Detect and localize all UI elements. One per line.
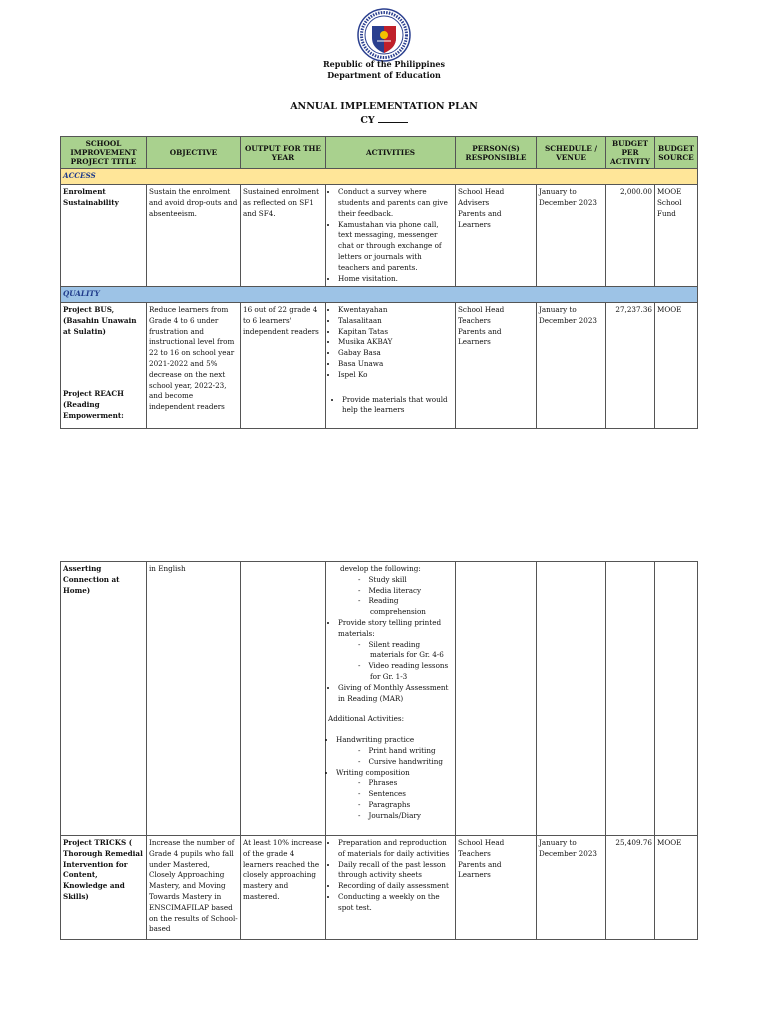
- output: At least 10% increase of the grade 4 learners reached the closely approaching mastery and mastered.: [241, 836, 326, 940]
- table-row: [61, 836, 698, 940]
- persons-responsible: School Head Teachers Parents and Learners: [456, 836, 537, 940]
- activity-subitem: - Paragraphs: [370, 800, 453, 811]
- column-header: SCHEDULE / VENUE: [537, 137, 606, 169]
- section-label: QUALITY: [61, 287, 698, 303]
- objective: Reduce learners from Grade 4 to 6 under frustration and instructional level from 22 to 16 on school year 2021-2022 and 5% decrease on the next school year, 2022-23, and become independent readers: [147, 303, 241, 429]
- document-title: ANNUAL IMPLEMENTATION PLAN: [290, 101, 478, 112]
- activity-item: • Giving of Monthly Assessment in Reading (MAR): [338, 683, 453, 705]
- activity-item: • Provide story telling printed materials:: [338, 618, 453, 640]
- column-header: SCHOOL IMPROVEMENT PROJECT TITLE: [61, 137, 147, 169]
- activity-item: • Conduct a survey where students and parents can give their feedback.: [338, 187, 453, 219]
- activity-item: • Recording of daily assessment: [338, 881, 453, 892]
- budget-source: [655, 562, 698, 836]
- activities: develop the following: - Study skill - Media literacy - Reading comprehension • Provide story telling printed materials: - Silent reading materials for Gr. 4-6 - Video reading lessons for Gr. 1-3 • Giving of Monthly Assessment in Reading (MAR) Additional Activities: • Handwriting practice - Print hand writing - Cursive handwriting • Writing composition - Phrases - Sentences - Paragraphs - Journals/Diary: [326, 562, 456, 836]
- activity-subitem: - Sentences: [370, 789, 453, 800]
- schedule: January to December 2023: [537, 836, 606, 940]
- objective: Increase the number of Grade 4 pupils who fall under Mastered, Closely Approaching Mastery, and Moving Towards Mastery in ENSCIMAFILAP based on the results of School-based: [147, 836, 241, 940]
- output: 16 out of 22 grade 4 to 6 learners' independent readers: [241, 303, 326, 429]
- table-row: [61, 303, 698, 429]
- persons-responsible: School Head Advisers Parents and Learners: [456, 185, 537, 287]
- activity-item: • Ispel Ko: [338, 370, 453, 381]
- activity-item: • Preparation and reproduction of materials for daily activities: [338, 838, 453, 860]
- cy-blank-line: [378, 114, 408, 123]
- activity-item: • Handwriting practice: [336, 735, 453, 746]
- column-header: OBJECTIVE: [147, 137, 241, 169]
- column-header: PERSON(S) RESPONSIBLE: [456, 137, 537, 169]
- activity-item: • Conducting a weekly on the spot test.: [338, 892, 453, 914]
- objective: in English: [147, 562, 241, 836]
- budget-source: MOOE: [655, 836, 698, 940]
- activities: [326, 185, 456, 287]
- additional-activities-label: Additional Activities:: [328, 714, 405, 724]
- schedule: [537, 562, 606, 836]
- department-line: Department of Education: [327, 70, 441, 80]
- activities: [326, 303, 456, 429]
- budget-source: MOOE: [655, 303, 698, 429]
- activity-subitem: - Video reading lessons for Gr. 1-3: [370, 661, 453, 683]
- output: Sustained enrolment as reflected on SF1 and SF4.: [241, 185, 326, 287]
- schedule: January to December 2023: [537, 185, 606, 287]
- table-row: [61, 185, 698, 287]
- persons-responsible: School Head Teachers Parents and Learners: [456, 303, 537, 429]
- table-header-row: [61, 137, 698, 169]
- activity-item: • Talasalitaan: [338, 316, 453, 327]
- activity-subitem: - Phrases: [370, 778, 453, 789]
- budget: 25,409.76: [606, 836, 655, 940]
- activity-subitem: - Cursive handwriting: [370, 757, 453, 768]
- activity-item: • Basa Unawa: [338, 359, 453, 370]
- table-row: [61, 562, 698, 836]
- column-header: BUDGET PER ACTIVITY: [606, 137, 655, 169]
- section-label: ACCESS: [61, 169, 698, 185]
- activity-item: • Writing composition: [336, 768, 453, 779]
- section-row-access: [61, 169, 698, 185]
- objective: Sustain the enrolment and avoid drop-outs and absenteeism.: [147, 185, 241, 287]
- budget: [606, 562, 655, 836]
- budget: 27,237.36: [606, 303, 655, 429]
- deped-seal-logo: [357, 8, 411, 62]
- activity-item: • Kamustahan via phone call, text messaging, messenger chat or through exchange of letters or journals with teachers and parents.: [338, 220, 453, 274]
- activity-subitem: - Media literacy: [370, 586, 453, 597]
- column-header: OUTPUT FOR THE YEAR: [241, 137, 326, 169]
- budget-source: MOOE School Fund: [655, 185, 698, 287]
- calendar-year: CY: [0, 114, 768, 126]
- budget: 2,000.00: [606, 185, 655, 287]
- implementation-plan-table-page1: [60, 136, 698, 429]
- project-title: Project TRICKS ( Thorough Remedial Intervention for Content, Knowledge and Skills): [61, 836, 147, 940]
- output: [241, 562, 326, 836]
- activity-subitem: - Silent reading materials for Gr. 4-6: [370, 640, 453, 662]
- project-title: Enrolment Sustainability: [61, 185, 147, 287]
- column-header: ACTIVITIES: [326, 137, 456, 169]
- activity-item: • Gabay Basa: [338, 348, 453, 359]
- project-title: Project BUS, (Basahin Unawain at Sulatin) Project REACH (Reading Empowerment:: [61, 303, 147, 429]
- project-title: Asserting Connection at Home): [61, 562, 147, 836]
- activity-item: • Kapitan Tatas: [338, 327, 453, 338]
- schedule: January to December 2023: [537, 303, 606, 429]
- activity-item: • Daily recall of the past lesson through activity sheets: [338, 860, 453, 882]
- persons-responsible: [456, 562, 537, 836]
- column-header: BUDGET SOURCE: [655, 137, 698, 169]
- activity-subitem: - Journals/Diary: [370, 811, 453, 822]
- activity-subitem: - Study skill: [370, 575, 453, 586]
- activity-item: • Provide materials that would help the learners: [342, 395, 453, 417]
- republic-line: Republic of the Philippines: [322, 59, 445, 69]
- activity-item: • Home visitation.: [338, 274, 453, 285]
- activity-item: • Kwentayahan: [338, 305, 453, 316]
- activities: [326, 836, 456, 940]
- activity-subitem: - Print hand writing: [370, 746, 453, 757]
- section-row-quality: [61, 287, 698, 303]
- activity-subitem: - Reading comprehension: [370, 596, 453, 618]
- activity-item: • Musika AKBAY: [338, 337, 453, 348]
- implementation-plan-table-page2: [60, 561, 698, 940]
